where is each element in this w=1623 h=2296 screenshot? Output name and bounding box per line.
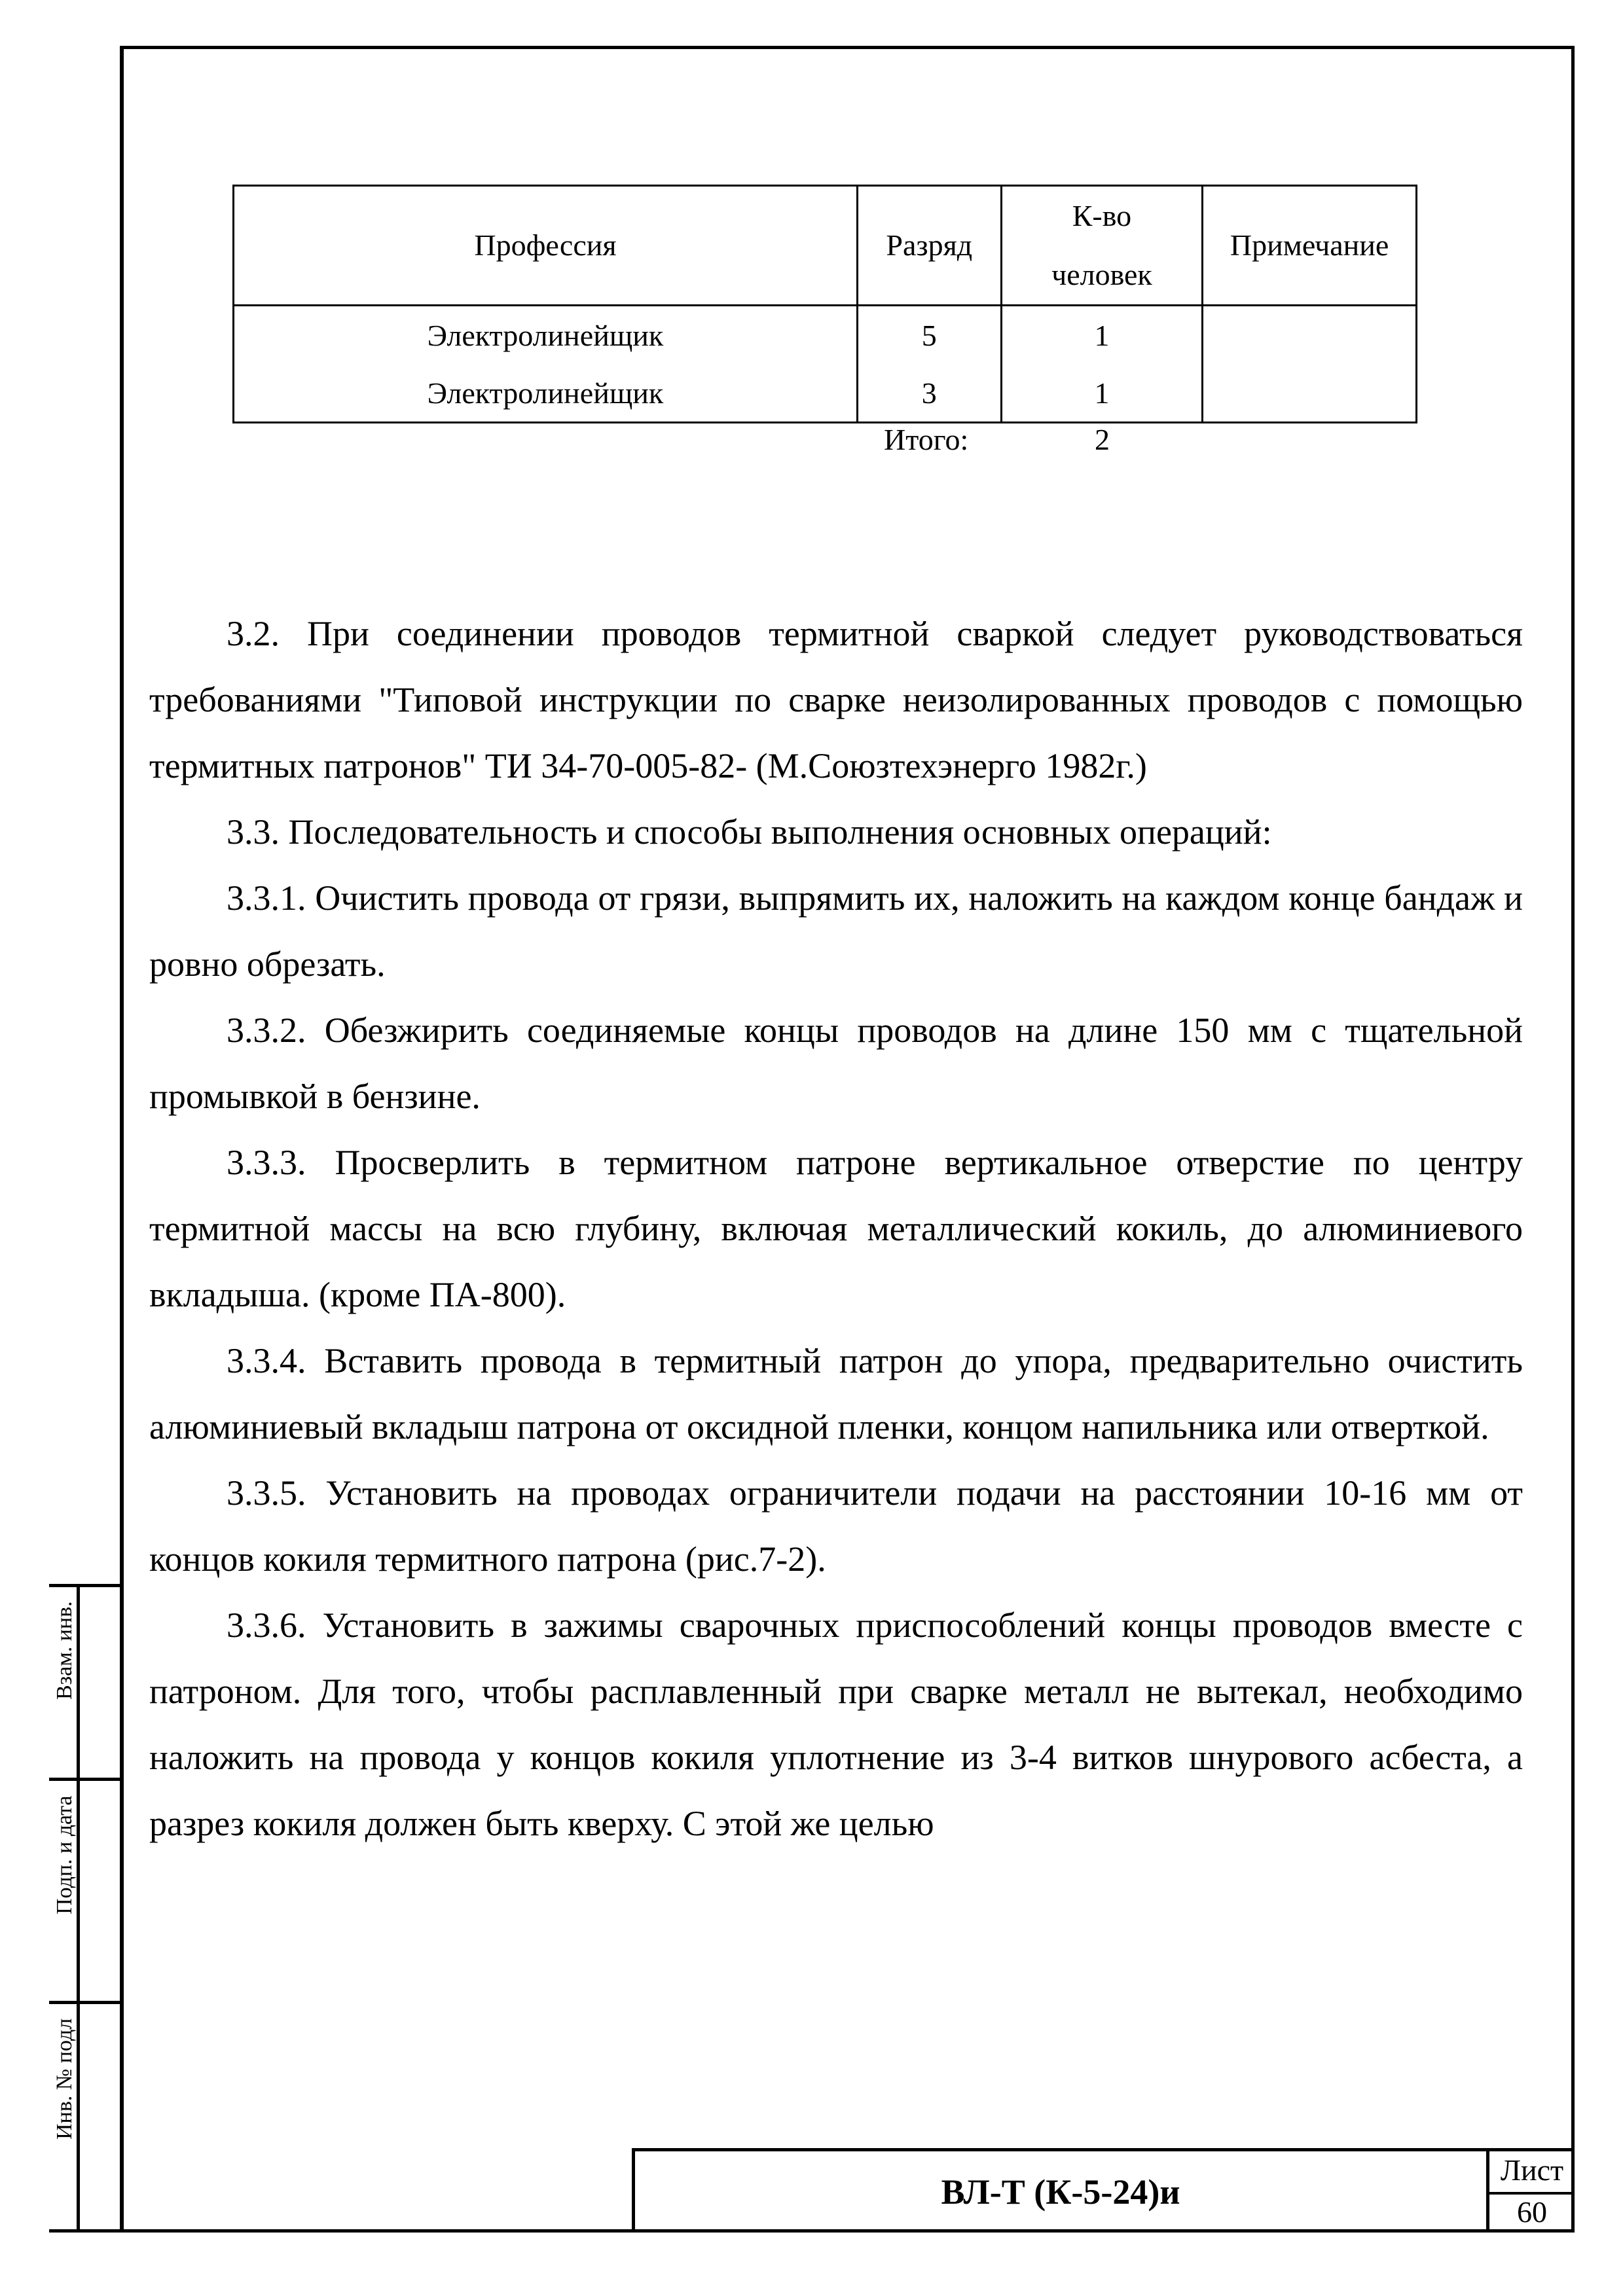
header-grade: Разряд bbox=[857, 186, 1001, 306]
cell-note bbox=[1203, 306, 1417, 365]
header-count bbox=[1001, 186, 1203, 306]
paragraph: 3.2. При соединении проводов термитной сваркой следует руководствоваться требованиями "Типовой инструкции по сварке неизолированных проводов с помощью термитных патронов" ТИ 34-70-005-82- (М.Союзтехэнерго 1982г.) bbox=[149, 614, 1523, 785]
paragraph: 3.3.3. Просверлить в термитном патроне вертикальное отверстие по центру термитной массы на всю глубину, включая металлический кокиль, до алюминиевого вкладыша. (кроме ПА-800). bbox=[149, 1143, 1523, 1314]
cell-profession: Электролинейщик bbox=[234, 306, 858, 365]
total-label: Итого: bbox=[884, 423, 969, 456]
sheet-number: 60 bbox=[1517, 2195, 1547, 2229]
table-header-row bbox=[234, 186, 1417, 306]
side-label-replaced-inv: Взам. инв. bbox=[52, 1601, 77, 1700]
paragraph: 3.3.1. Очистить провода от грязи, выпрямить их, наложить на каждом конце бандаж и ровно обрезать. bbox=[149, 878, 1523, 984]
total-value: 2 bbox=[1095, 423, 1110, 456]
cell-grade: 3 bbox=[857, 364, 1001, 423]
header-count-line2: человек bbox=[1051, 258, 1152, 291]
side-strip-rule bbox=[49, 1778, 120, 1781]
cell-note bbox=[1203, 364, 1417, 423]
table-row bbox=[234, 364, 1417, 423]
paragraph: 3.3. Последовательность и способы выполнения основных операций: bbox=[227, 812, 1272, 852]
paragraph: 3.3.6. Установить в зажимы сварочных приспособлений концы проводов вместе с патроном. Для того, чтобы расплавленный при сварке металл не вытекал, необходимо наложить на провода у концов кокиля уплотнение из 3-4 витков шнурового асбеста, а разрез кокиля должен быть кверху. С этой же целью bbox=[149, 1605, 1523, 1843]
sheet-cell bbox=[1486, 2151, 1575, 2233]
cell-profession: Электролинейщик bbox=[234, 364, 858, 423]
side-strip-rule bbox=[49, 1584, 120, 1587]
bottom-rule bbox=[49, 2229, 121, 2233]
cell-grade: 5 bbox=[857, 306, 1001, 365]
staffing-table bbox=[232, 185, 1417, 423]
side-label-signature-date: Подп. и дата bbox=[52, 1795, 77, 1914]
table-row bbox=[234, 306, 1417, 365]
paragraph: 3.3.4. Вставить провода в термитный патрон до упора, предварительно очистить алюминиевый вкладыш патрона от оксидной пленки, концом напильника или отверткой. bbox=[149, 1341, 1523, 1446]
header-count-line1: К-во bbox=[1072, 199, 1132, 232]
side-stamp-strip bbox=[49, 1584, 120, 2233]
cell-count: 1 bbox=[1001, 306, 1203, 365]
title-block bbox=[632, 2148, 1575, 2233]
sheet-label: Лист bbox=[1500, 2153, 1564, 2187]
header-profession: Профессия bbox=[234, 186, 858, 306]
cell-count: 1 bbox=[1001, 364, 1203, 423]
document-code: ВЛ-Т (К-5-24)и bbox=[941, 2172, 1180, 2212]
header-note: Примечание bbox=[1203, 186, 1417, 306]
paragraph: 3.3.5. Установить на проводах ограничители подачи на расстоянии 10-16 мм от концов кокиля термитного патрона (рис.7-2). bbox=[149, 1473, 1523, 1579]
body-text bbox=[149, 601, 1523, 1857]
side-strip-rule bbox=[49, 2001, 120, 2004]
paragraph: 3.3.2. Обезжирить соединяемые концы проводов на длине 150 мм с тщательной промывкой в бензине. bbox=[149, 1011, 1523, 1116]
side-label-original-inv: Инв. № подл bbox=[52, 2018, 77, 2140]
